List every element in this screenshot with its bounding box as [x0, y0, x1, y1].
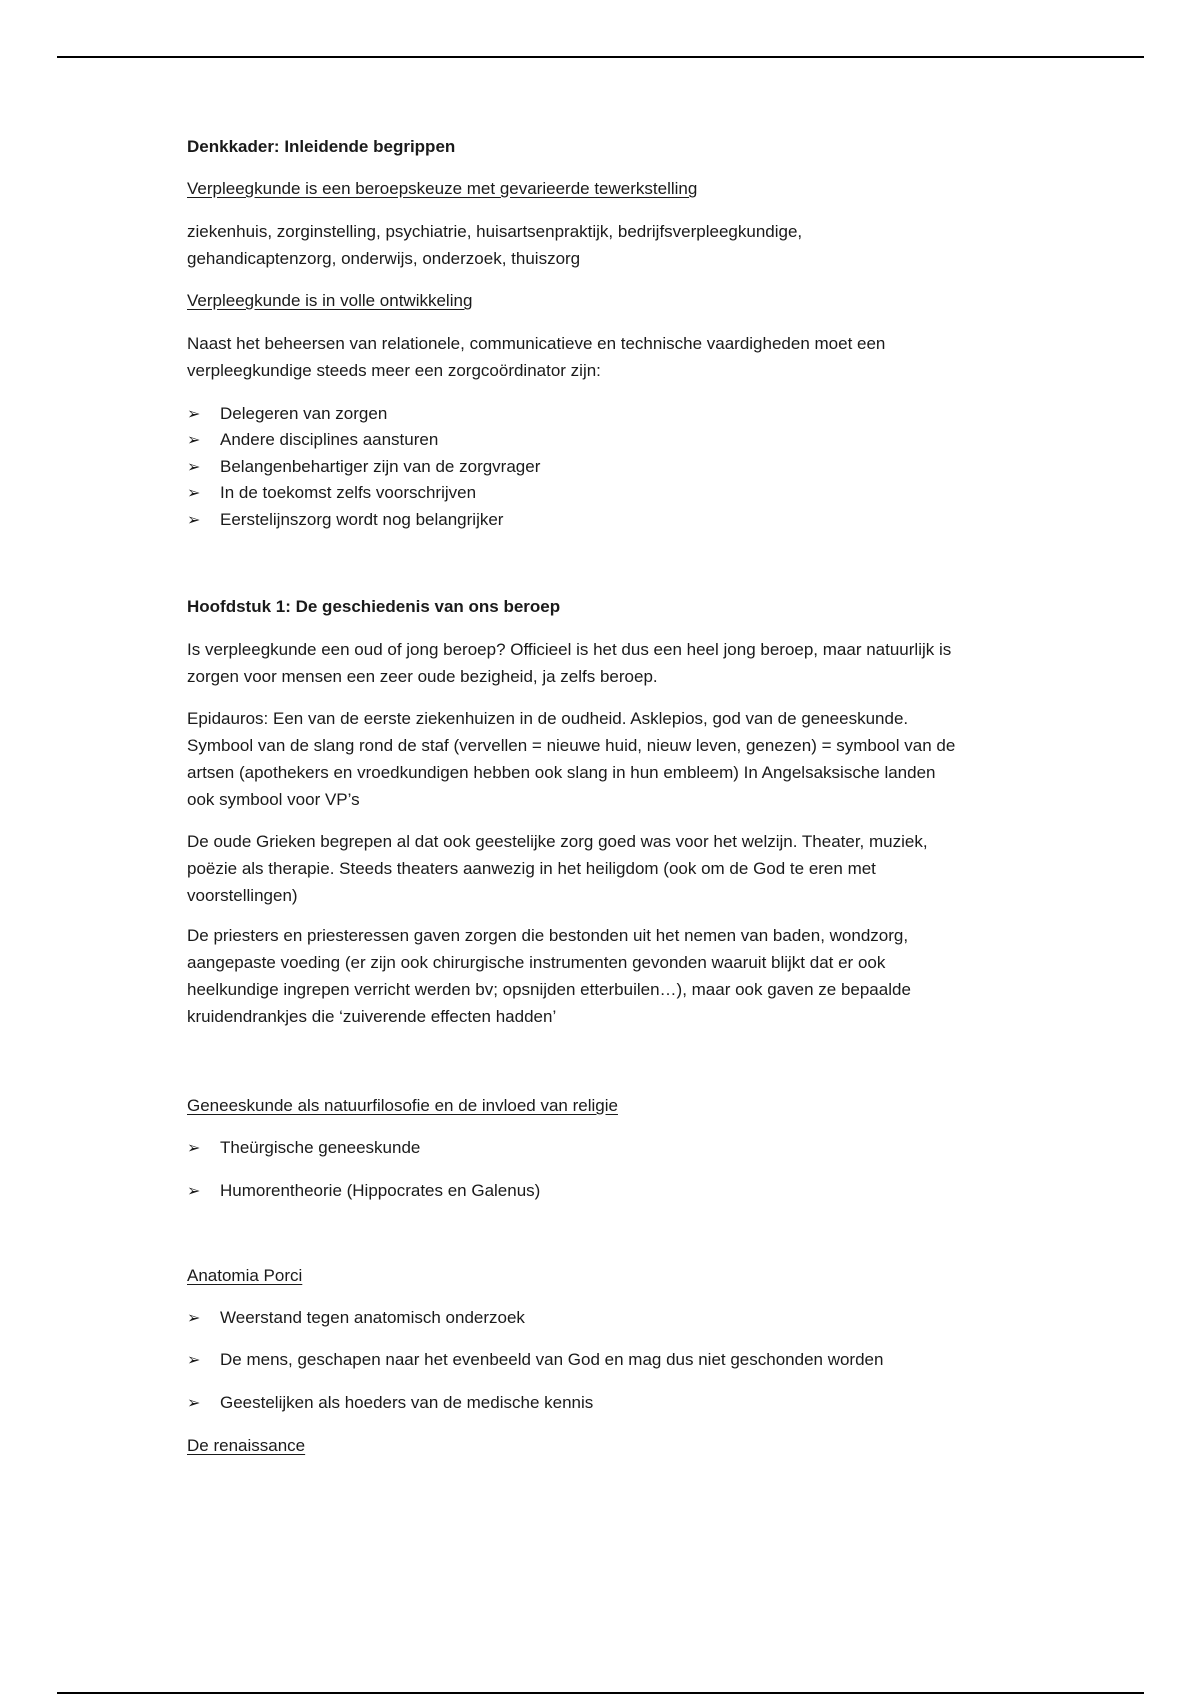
- section-heading-hoofdstuk-1: Hoofdstuk 1: De geschiedenis van ons beroep: [187, 597, 561, 616]
- text-line: ziekenhuis, zorginstelling, psychiatrie, huisartsenpraktijk, bedrijfsverpleegkundige,: [187, 222, 803, 241]
- paragraph-epidauros: [187, 705, 1067, 813]
- subheading-renaissance: De renaissance: [187, 1436, 306, 1455]
- section-heading-denkkader: Denkkader: Inleidende begrippen: [187, 137, 456, 156]
- arrow-bullet-icon: ➢: [187, 432, 201, 449]
- list-item: ➢ Andere disciplines aansturen: [187, 426, 438, 454]
- arrow-bullet-icon: ➢: [187, 459, 201, 476]
- text-line: De oude Grieken begrepen al dat ook geestelijke zorg goed was voor het welzijn. Theater, muziek,: [187, 832, 928, 851]
- text-line: poëzie als therapie. Steeds theaters aanwezig in het heiligdom (ook om de God te eren met: [187, 859, 876, 878]
- text-line: Epidauros: Een van de eerste ziekenhuizen in de oudheid. Asklepios, god van de geneeskunde.: [187, 709, 909, 728]
- paragraph-grieken: [187, 828, 1067, 909]
- text-line: gehandicaptenzorg, onderwijs, onderzoek, thuiszorg: [187, 249, 581, 268]
- list-item: ➢ Weerstand tegen anatomisch onderzoek: [187, 1304, 525, 1332]
- subheading-anatomia-porci: Anatomia Porci: [187, 1266, 303, 1285]
- paragraph-zorgcoordinator: [187, 330, 1067, 384]
- arrow-bullet-icon: ➢: [187, 1310, 201, 1327]
- arrow-bullet-icon: ➢: [187, 1352, 201, 1369]
- text-line: De priesters en priesteressen gaven zorgen die bestonden uit het nemen van baden, wondzorg,: [187, 926, 909, 945]
- list-item: ➢ In de toekomst zelfs voorschrijven: [187, 479, 476, 507]
- arrow-bullet-icon: ➢: [187, 512, 201, 529]
- paragraph-oud-of-jong: [187, 636, 1067, 690]
- text-line: aangepaste voeding (er zijn ook chirurgische instrumenten gevonden waaruit blijkt dat er ook: [187, 953, 886, 972]
- text-line: zorgen voor mensen een zeer oude bezigheid, ja zelfs beroep.: [187, 667, 658, 686]
- text-line: ook symbool voor VP’s: [187, 790, 360, 809]
- list-item: ➢ Geestelijken als hoeders van de medische kennis: [187, 1389, 593, 1417]
- arrow-bullet-icon: ➢: [187, 1183, 201, 1200]
- text-line: heelkundige ingrepen verricht werden bv; opsnijden etterbuilen…), maar ook gaven ze bepaalde: [187, 980, 911, 999]
- text-line: kruidendrankjes die ‘zuiverende effecten hadden’: [187, 1007, 557, 1026]
- subheading-natuurfilosofie: Geneeskunde als natuurfilosofie en de invloed van religie: [187, 1096, 618, 1115]
- subheading-beroepskeuze: Verpleegkunde is een beroepskeuze met gevarieerde tewerkstelling: [187, 179, 698, 198]
- text-line: voorstellingen): [187, 886, 298, 905]
- list-item: ➢ Belangenbehartiger zijn van de zorgvrager: [187, 453, 540, 481]
- top-rule: [57, 56, 1144, 58]
- paragraph-tewerkstelling: [187, 218, 1067, 272]
- list-item: ➢ Delegeren van zorgen: [187, 400, 387, 428]
- text-line: Symbool van de slang rond de staf (vervellen = nieuwe huid, nieuw leven, genezen) = symbool van de: [187, 736, 956, 755]
- text-line: Naast het beheersen van relationele, communicatieve en technische vaardigheden moet een: [187, 334, 886, 353]
- text-line: artsen (apothekers en vroedkundigen hebben ook slang in hun embleem) In Angelsaksische landen: [187, 763, 936, 782]
- bottom-rule: [57, 1692, 1144, 1694]
- text-line: verpleegkundige steeds meer een zorgcoördinator zijn:: [187, 361, 601, 380]
- list-item: ➢ Eerstelijnszorg wordt nog belangrijker: [187, 506, 503, 534]
- list-item: ➢ Humorentheorie (Hippocrates en Galenus): [187, 1177, 540, 1205]
- subheading-ontwikkeling: Verpleegkunde is in volle ontwikkeling: [187, 291, 473, 310]
- list-item: ➢ De mens, geschapen naar het evenbeeld van God en mag dus niet geschonden worden: [187, 1346, 883, 1374]
- list-item: ➢ Theürgische geneeskunde: [187, 1134, 420, 1162]
- arrow-bullet-icon: ➢: [187, 485, 201, 502]
- arrow-bullet-icon: ➢: [187, 406, 201, 423]
- text-line: Is verpleegkunde een oud of jong beroep? Officieel is het dus een heel jong beroep, maar natuurlijk is: [187, 640, 952, 659]
- paragraph-priesters: [187, 922, 1067, 1030]
- arrow-bullet-icon: ➢: [187, 1395, 201, 1412]
- arrow-bullet-icon: ➢: [187, 1140, 201, 1157]
